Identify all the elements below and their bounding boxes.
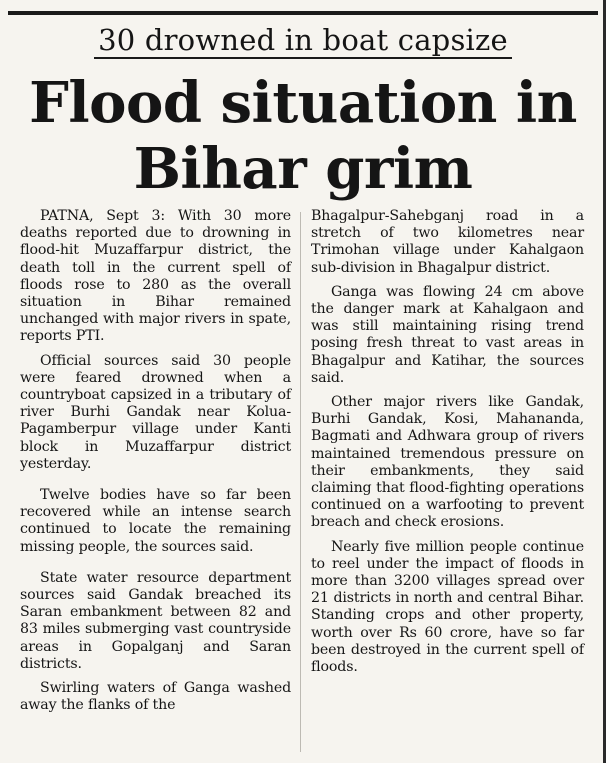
- paragraph-road-continued: Bhagalpur-Sahebganj road in a stretch of two kilometres near Trimohan village under Kahalgaon sub-division in Bhagalpur district.: [311, 208, 584, 276]
- column-divider: [300, 212, 301, 752]
- paragraph-other-rivers: Other major rivers like Gandak, Burhi Gandak, Kosi, Mahananda, Bagmati and Adhwara group of rivers maintained tremendous pressure on their embankments, they said claiming that flood-fighting operations continued on a warfooting to prevent breach and check erosions.: [311, 394, 584, 531]
- kicker-subheadline: [0, 22, 606, 58]
- paragraph-affected-people: Nearly five million people continue to reel under the impact of floods in more than 3200 villages spread over 21 districts in north and central Bihar. Standing crops and other property, worth over Rs 60 crore, have so far been destroyed in the current spell of floods.: [311, 538, 584, 676]
- paragraph-bodies-recovered: Twelve bodies have so far been recovered while an intense search continued to locate the remaining missing people, the sources said.: [20, 487, 291, 555]
- paragraph-gandak-breach: State water resource department sources said Gandak breached its Saran embankment between 82 and 83 miles submerging vast countryside areas in Gopalganj and Saran districts.: [20, 569, 291, 672]
- kicker-text: 30 drowned in boat capsize: [94, 23, 512, 59]
- headline-line-1: Flood situation in: [29, 70, 577, 136]
- paragraph-ganga-level: Ganga was flowing 24 cm above the danger mark at Kahalgaon and was still maintaining rising trend posing fresh threat to vast areas in Bhagalpur and Katihar, the sources said.: [311, 283, 584, 386]
- paragraph-ganga-flanks: Swirling waters of Ganga washed away the flanks of the: [20, 680, 291, 714]
- headline: [10, 70, 596, 202]
- right-column: [311, 208, 584, 683]
- headline-line-2: Bihar grim: [133, 136, 473, 202]
- top-rule: [8, 11, 598, 15]
- paragraph-boat-capsize: Official sources said 30 people were feared drowned when a countryboat capsized in a tributary of river Burhi Gandak near Kolua-Pagamberpur village under Kanti block in Muzaffarpur district yesterday.: [20, 352, 291, 472]
- paragraph-dateline: PATNA, Sept 3: With 30 more deaths reported due to drowning in flood-hit Muzaffarpur district, the death toll in the current spell of floods rose to 280 as the overall situation in Bihar remained unchanged with major rivers in spate, reports PTI.: [20, 208, 291, 345]
- left-column: [20, 208, 291, 721]
